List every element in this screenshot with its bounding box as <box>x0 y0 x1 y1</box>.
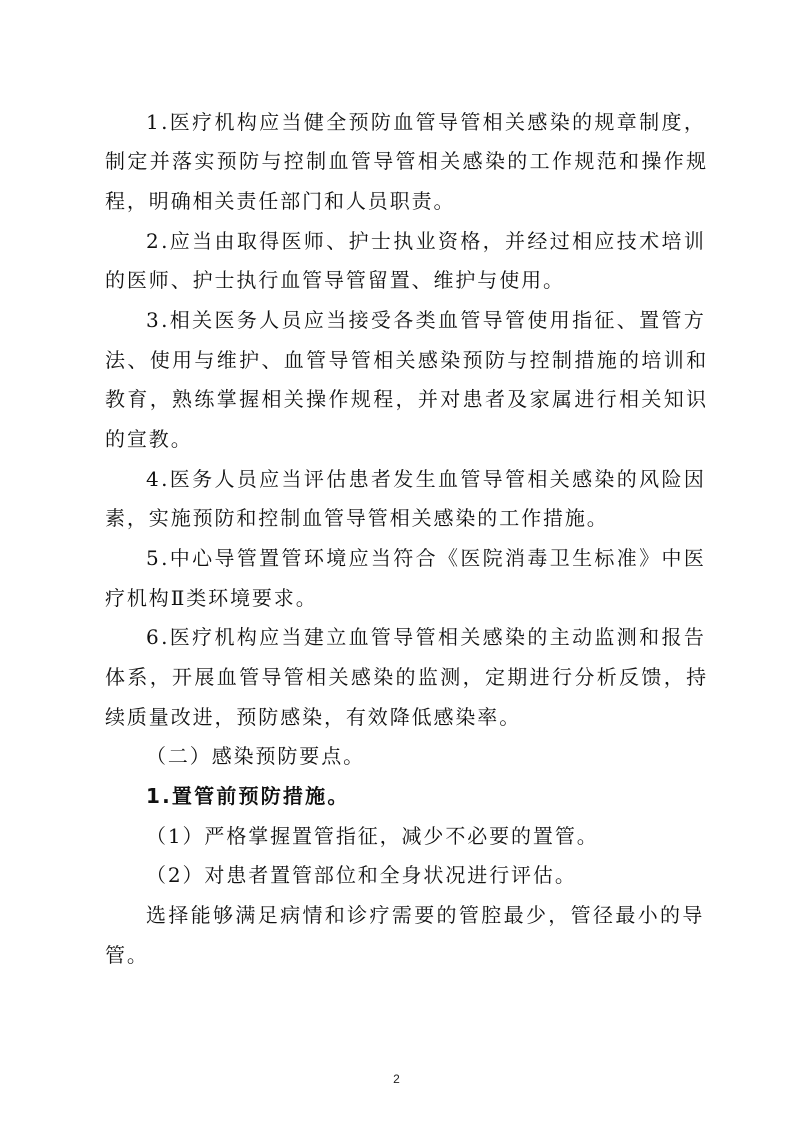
paragraph-7-line-1: 选择能够满足病情和诊疗需要的管腔最少，管径最小的导 <box>146 903 705 927</box>
paragraph-5-line-1: 5.中心导管置管环境应当符合《医院消毒卫生标准》中医 <box>146 546 707 570</box>
page-number: 2 <box>393 1072 400 1086</box>
subsection-heading: 1.置管前预防措施。 <box>146 784 350 808</box>
paragraph-3-line-1: 3.相关医务人员应当接受各类血管导管使用指征、置管方 <box>146 308 707 332</box>
paragraph-1-line-1: 1.医疗机构应当健全预防血管导管相关感染的规章制度， <box>146 110 707 134</box>
paragraph-2-line-2: 的医师、护士执行血管导管留置、维护与使用。 <box>105 268 565 292</box>
paragraph-5-line-2: 疗机构Ⅱ类环境要求。 <box>105 586 318 610</box>
section-heading: （二）感染预防要点。 <box>146 744 365 768</box>
paragraph-2-line-1: 2.应当由取得医师、护士执业资格，并经过相应技术培训 <box>146 229 707 253</box>
paragraph-6-line-1: 6.医疗机构应当建立血管导管相关感染的主动监测和报告 <box>146 625 707 649</box>
paragraph-6-line-3: 续质量改进，预防感染，有效降低感染率。 <box>105 705 522 729</box>
item-1-line: （1）严格掌握置管指征，减少不必要的置管。 <box>146 824 599 848</box>
item-2-line: （2）对患者置管部位和全身状况进行评估。 <box>146 863 577 887</box>
paragraph-6-line-2: 体系，开展血管导管相关感染的监测，定期进行分析反馈，持 <box>105 665 709 689</box>
paragraph-7-line-2: 管。 <box>105 943 149 967</box>
paragraph-3-line-3: 教育，熟练掌握相关操作规程，并对患者及家属进行相关知识 <box>105 387 709 411</box>
paragraph-4-line-2: 素，实施预防和控制血管导管相关感染的工作措施。 <box>105 506 609 530</box>
paragraph-4-line-1: 4.医务人员应当评估患者发生血管导管相关感染的风险因 <box>146 467 707 491</box>
paragraph-1-line-3: 程，明确相关责任部门和人员职责。 <box>105 189 456 213</box>
paragraph-3-line-2: 法、使用与维护、血管导管相关感染预防与控制措施的培训和 <box>105 348 709 372</box>
paragraph-3-line-4: 的宣教。 <box>105 427 193 451</box>
paragraph-1-line-2: 制定并落实预防与控制血管导管相关感染的工作规范和操作规 <box>105 149 709 173</box>
